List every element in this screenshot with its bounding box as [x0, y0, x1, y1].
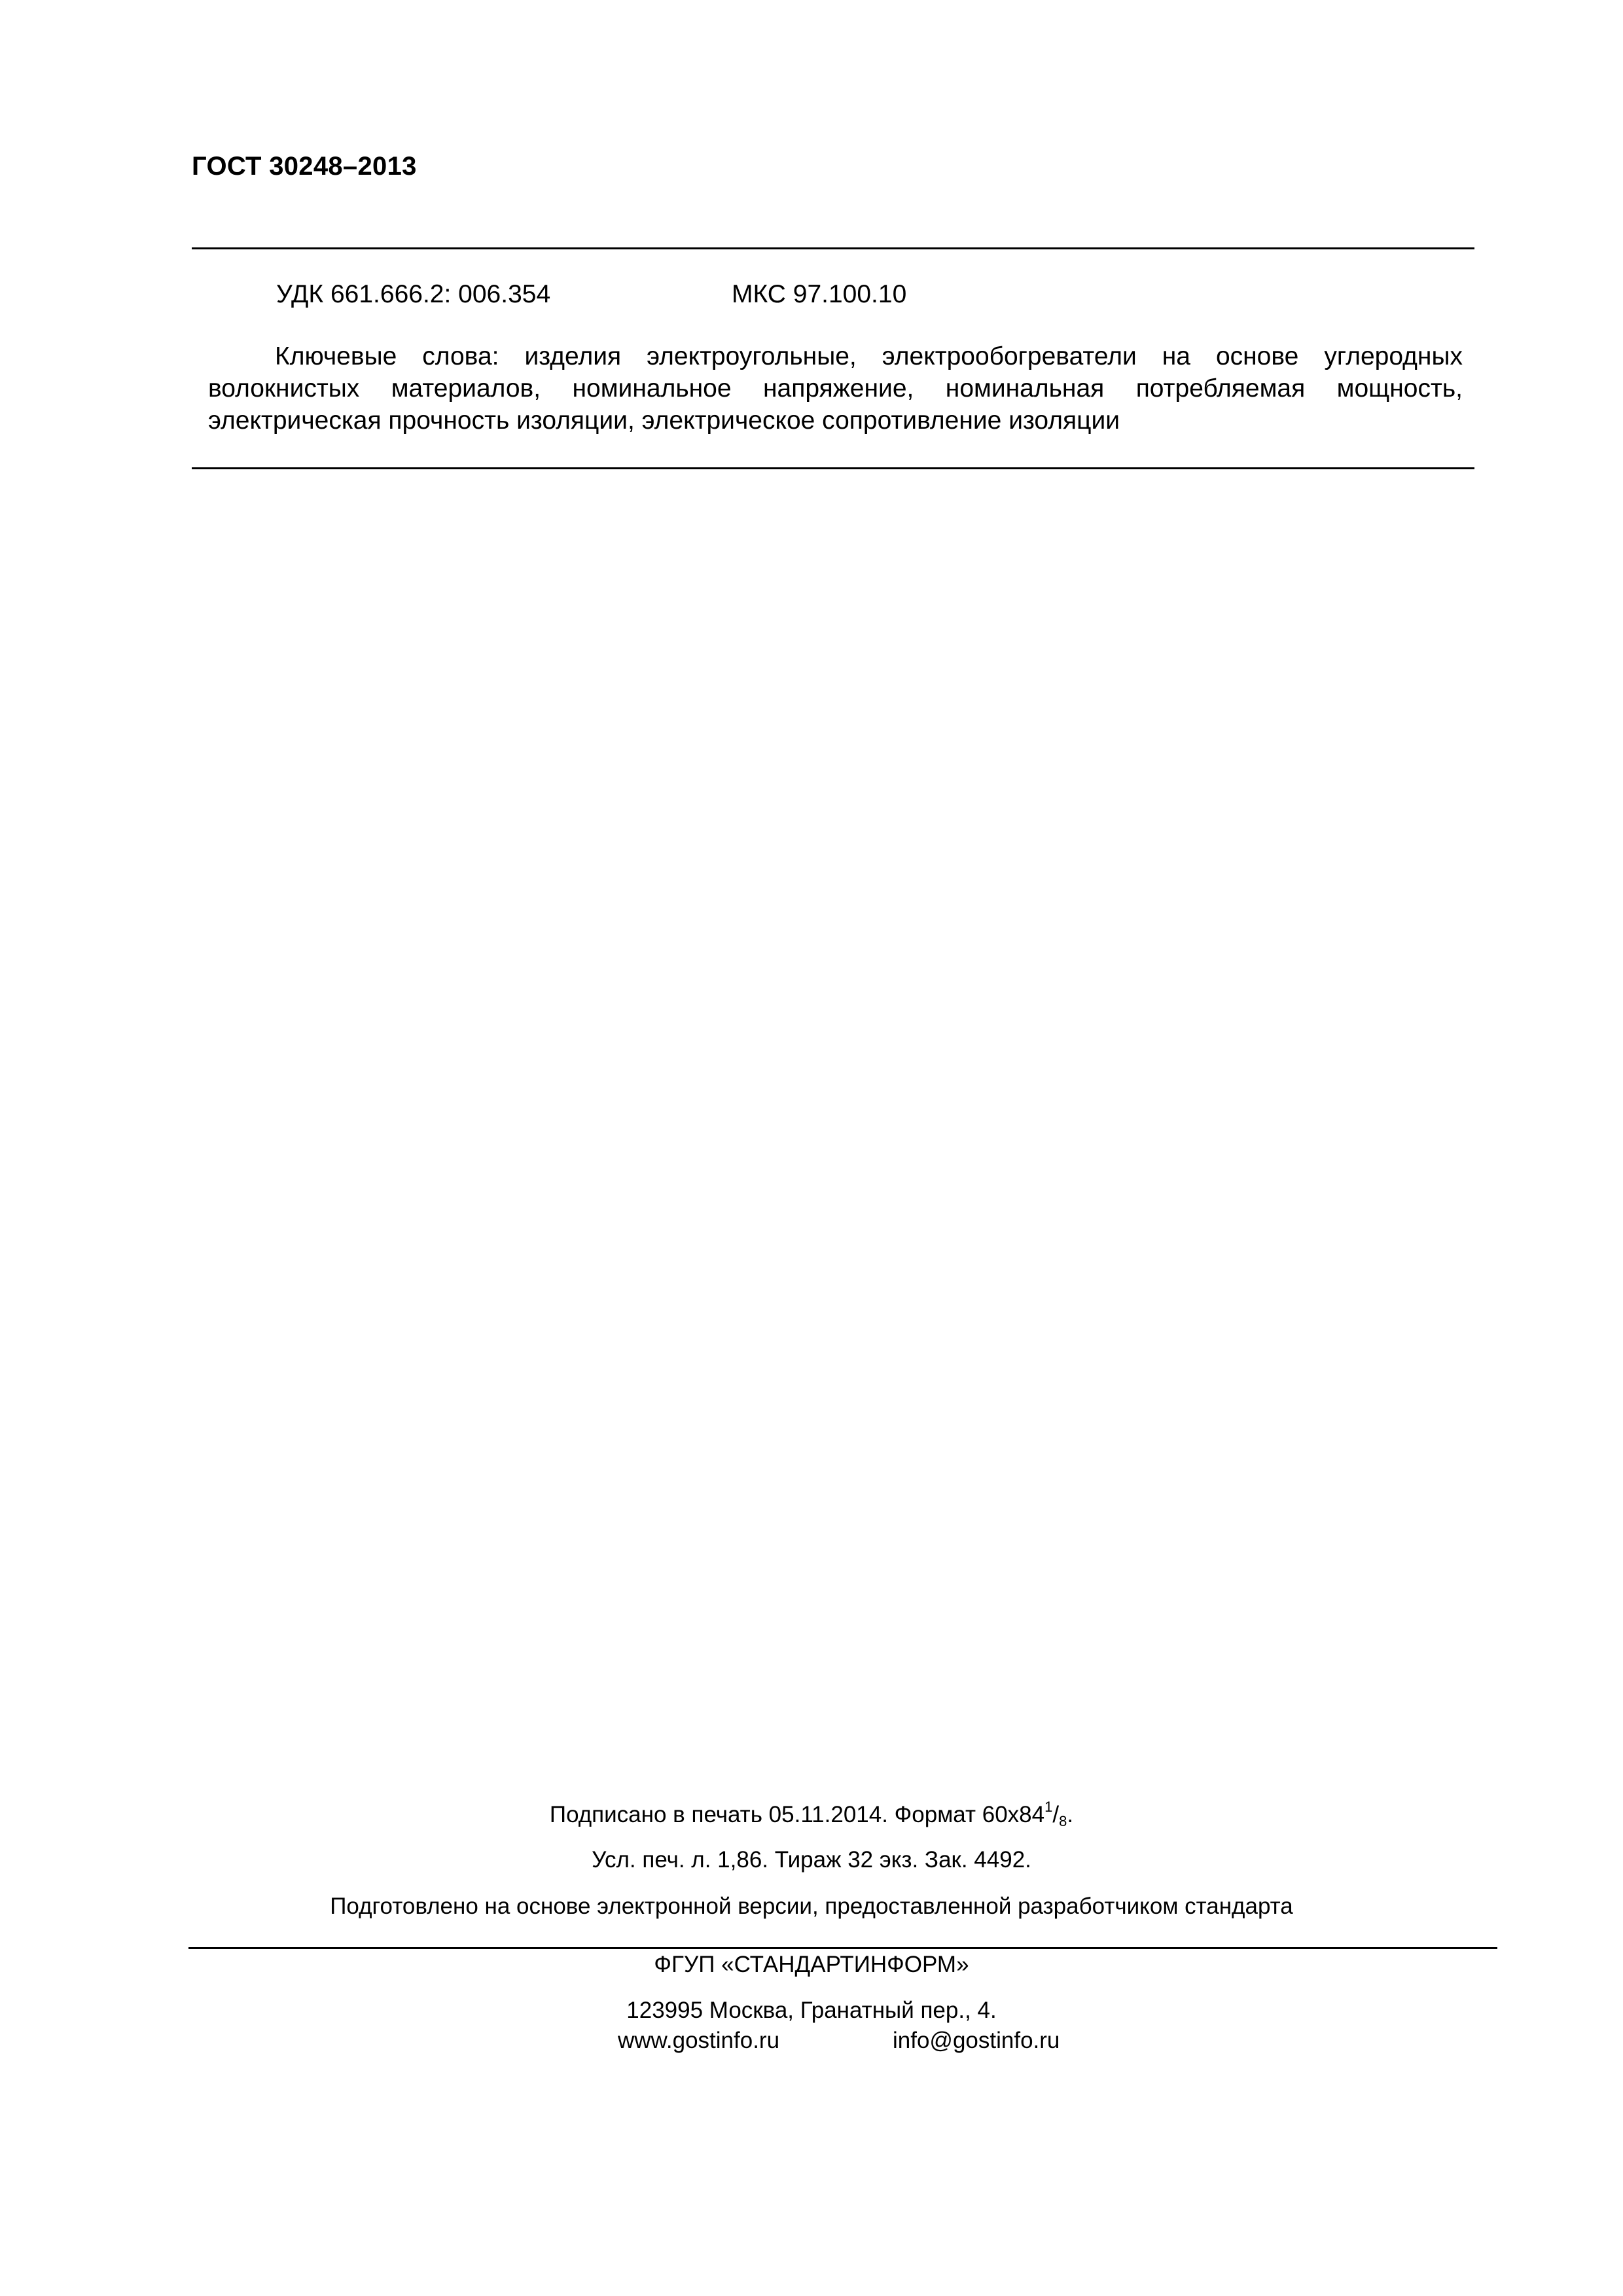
format-suffix: .: [1067, 1802, 1074, 1827]
format-denominator: 8: [1059, 1813, 1067, 1829]
udk-code: УДК 661.666.2: 006.354: [276, 280, 551, 308]
publisher-name: ФГУП «СТАНДАРТИНФОРМ»: [654, 1952, 969, 1977]
publisher-website[interactable]: www.gostinfo.ru: [618, 2028, 780, 2053]
mks-code: МКС 97.100.10: [732, 280, 907, 308]
keywords-text: Ключевые слова: изделия электроугольные, электрообогреватели на основе углеродных волокнистых материалов, номинальное напряжение, номинальная потребляемая мощность, электрическая прочность изоляции, электрическое сопротивление изоляции: [208, 342, 1463, 435]
footer-divider: [188, 1947, 1497, 1949]
signed-text: Подписано в печать 05.11.2014. Формат 60x84: [549, 1802, 1045, 1827]
format-numerator: 1: [1044, 1799, 1053, 1815]
publisher-email[interactable]: info@gostinfo.ru: [893, 2028, 1060, 2053]
keywords-divider: [192, 467, 1474, 469]
standard-number: ГОСТ 30248–2013: [192, 152, 417, 181]
format-slash: /: [1052, 1802, 1060, 1827]
imprint-prepared-note: Подготовлено на основе электронной версии, предоставленной разработчиком стандарта: [330, 1893, 1293, 1919]
keywords-paragraph: [208, 340, 1463, 437]
publisher-address: 123995 Москва, Гранатный пер., 4.: [626, 1998, 997, 2023]
imprint-signed: [0, 1799, 1623, 1830]
imprint-print-sheets: Усл. печ. л. 1,86. Тираж 32 экз. Зак. 4492.: [592, 1847, 1031, 1873]
top-divider: [192, 247, 1474, 249]
